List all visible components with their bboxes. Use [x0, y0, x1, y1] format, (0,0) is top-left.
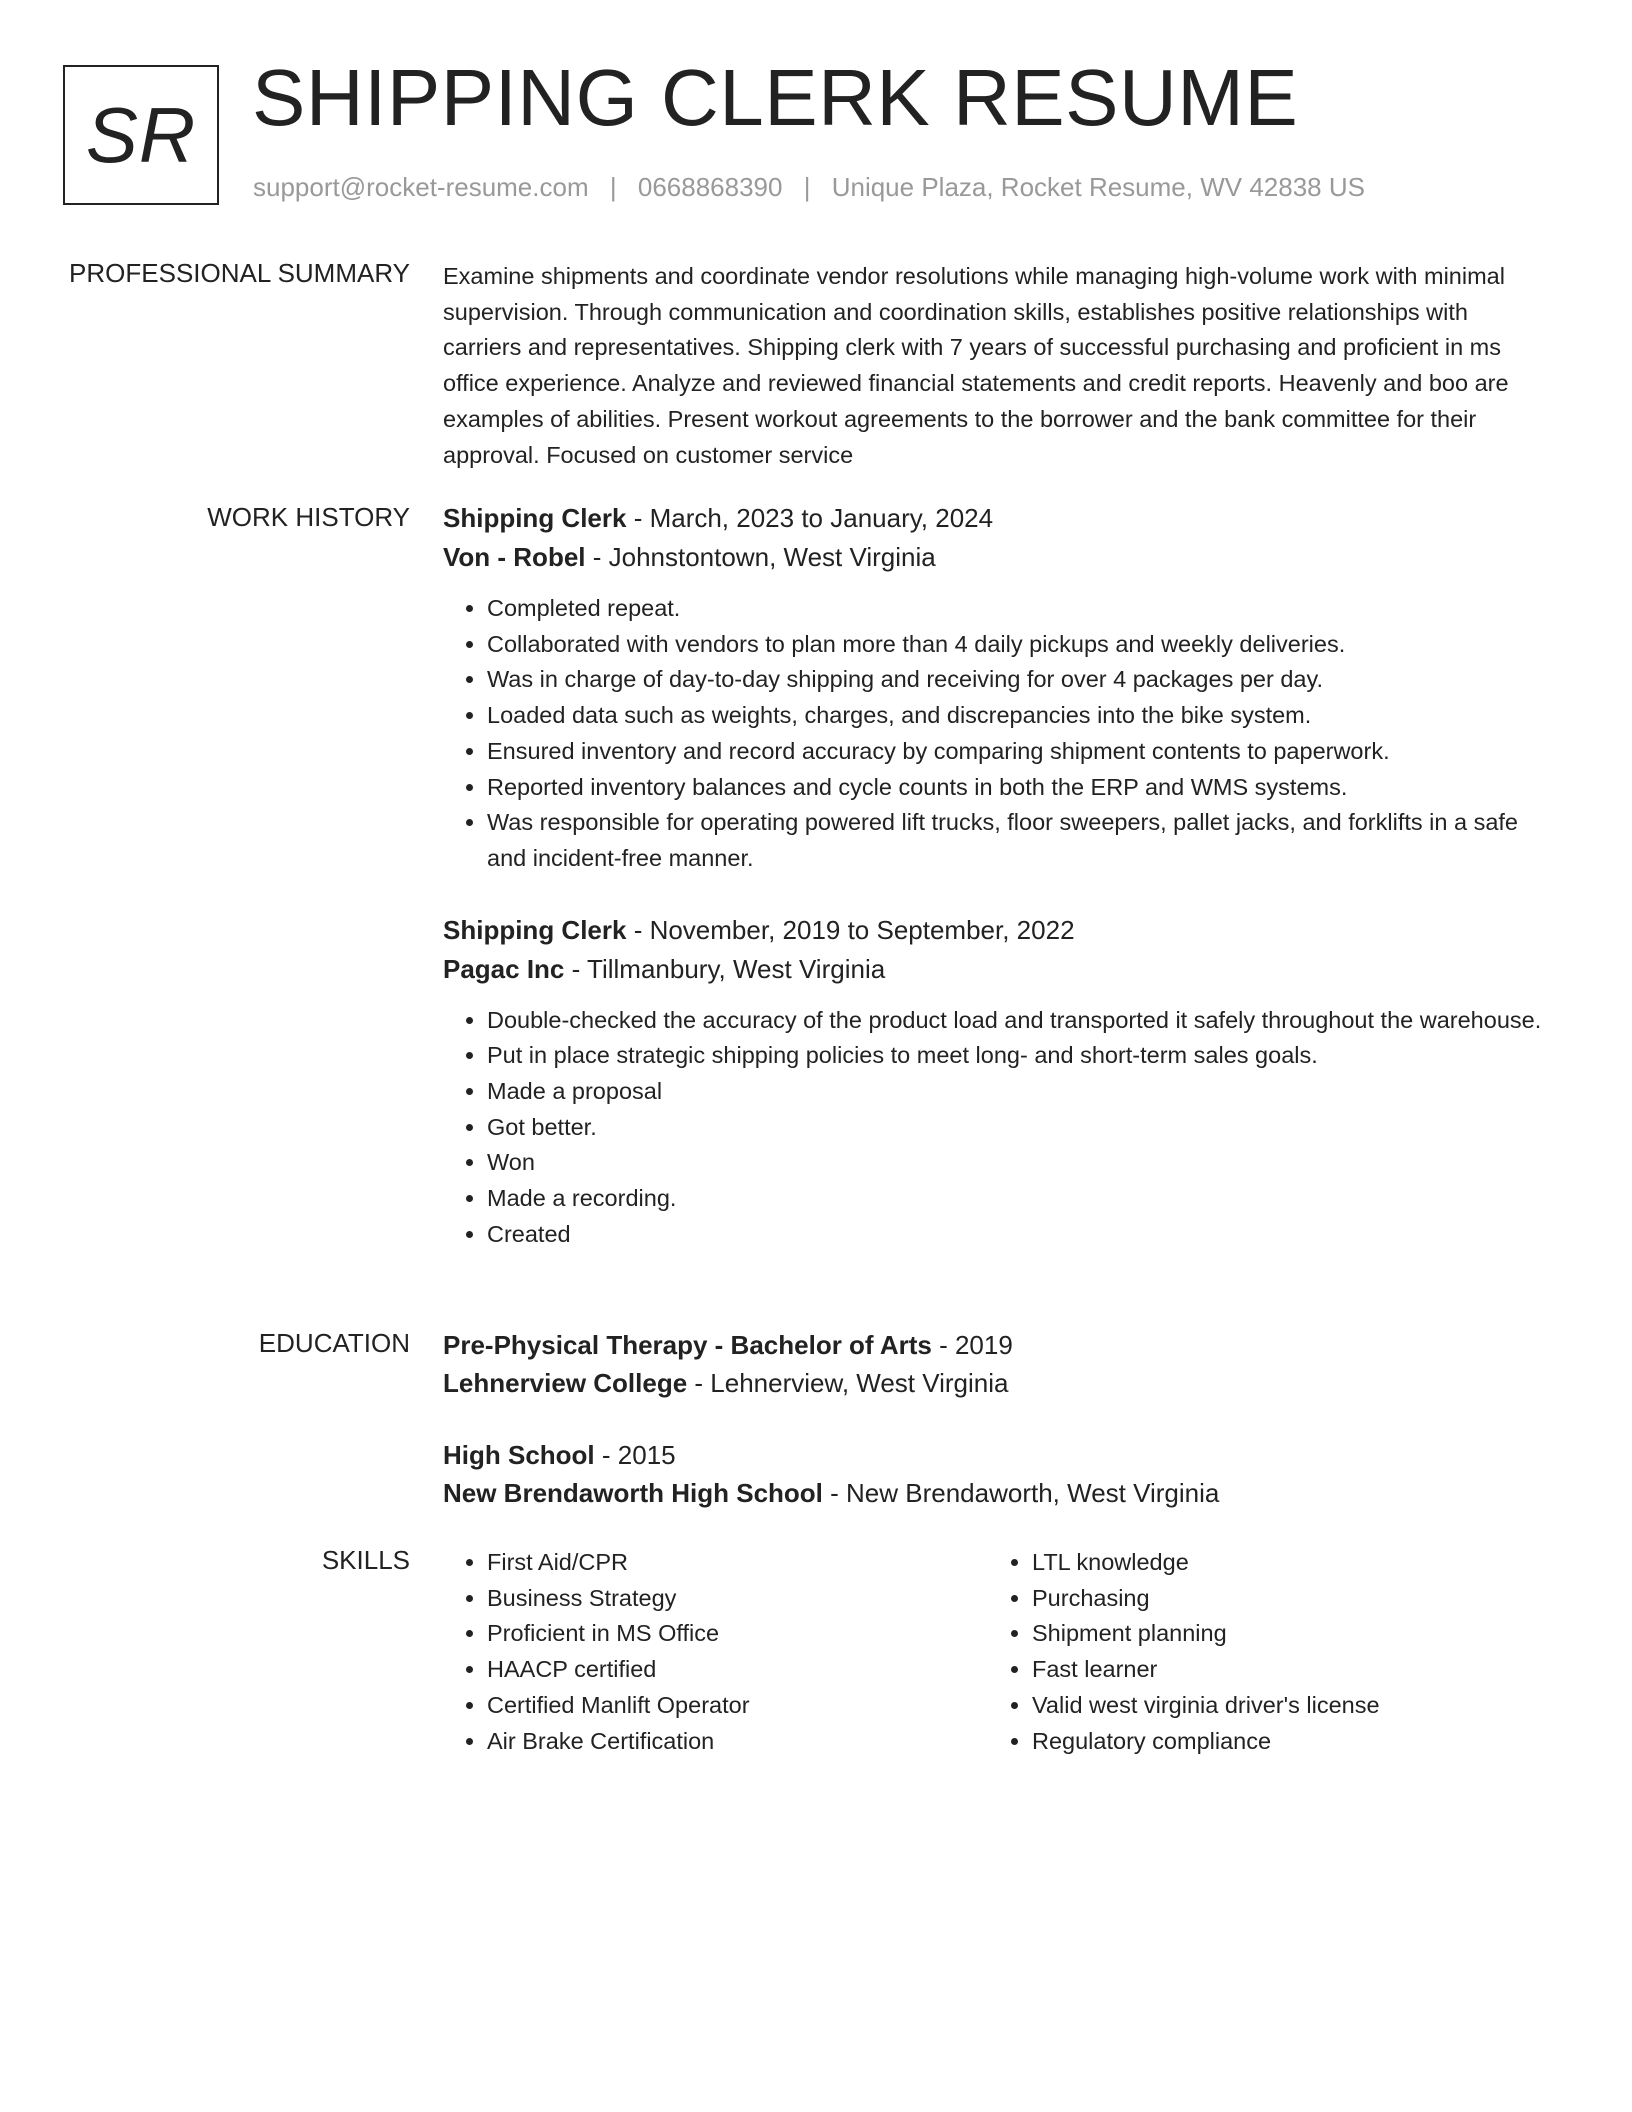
skill-item: • LTL knowledge [1032, 1545, 1380, 1581]
education-school: Lehnerview College [443, 1368, 688, 1398]
job-bullet: • Was in charge of day-to-day shipping and receiving for over 4 packages per day. [487, 662, 1543, 698]
skills-list-left [443, 1545, 750, 1759]
job-bullet: • Got better. [487, 1110, 1543, 1146]
skill-item: • Air Brake Certification [487, 1724, 750, 1760]
summary-text: Examine shipments and coordinate vendor resolutions while managing high-volume work with minimal supervision. Through communication and coordination skills, establishes positive relationships with carriers and representatives. Shipping clerk with 7 years of successful purchasing and proficient in ms office experience. Analyze and reviewed financial statements and credit reports. Heavenly and boo are examples of abilities. Present workout agreements to the borrower and the bank committee for their approval. Focused on customer service [443, 263, 1509, 468]
section-label-work-history: WORK HISTORY [207, 502, 410, 532]
job-title: Shipping Clerk [443, 503, 627, 533]
job-bullet: • Put in place strategic shipping policies to meet long- and short-term sales goals. [487, 1038, 1543, 1074]
skill-item: • Certified Manlift Operator [487, 1688, 750, 1724]
job-bullets [443, 1003, 1543, 1253]
job-bullet: • Reported inventory balances and cycle counts in both the ERP and WMS systems. [487, 770, 1543, 806]
education-year: - 2015 [594, 1440, 676, 1470]
job-company: Pagac Inc [443, 953, 565, 984]
job-company: Von - Robel [443, 542, 586, 572]
contact-separator: | [609, 172, 617, 202]
job-location: - Johnstontown, West Virginia [585, 542, 936, 572]
job-entry [443, 911, 1543, 1253]
job-bullet: • Collaborated with vendors to plan more than 4 daily pickups and weekly deliveries. [487, 627, 1543, 663]
job-title: Shipping Clerk [443, 914, 627, 945]
skill-item: • Regulatory compliance [1032, 1724, 1380, 1760]
skills-list-right [988, 1545, 1380, 1759]
job-bullet: • Won [487, 1145, 1543, 1181]
job-bullet: • Created [487, 1217, 1543, 1253]
section-label-skills: SKILLS [321, 1545, 410, 1575]
job-company-line [443, 538, 1543, 577]
education-degree: Pre-Physical Therapy - Bachelor of Arts [443, 1330, 932, 1360]
skills-columns [443, 1545, 1543, 1765]
education-entry [443, 1436, 1543, 1512]
contact-address: Unique Plaza, Rocket Resume, WV 42838 US [831, 172, 1365, 202]
job-company-line [443, 950, 1543, 989]
education-school: New Brendaworth High School [443, 1478, 823, 1508]
education-degree-line [443, 1436, 1543, 1474]
resume-title: SHIPPING CLERK RESUME [252, 53, 1299, 142]
job-bullets [443, 591, 1543, 877]
skills-body [443, 1545, 1543, 1765]
job-bullet: • Made a proposal [487, 1074, 1543, 1110]
education-year: - 2019 [931, 1330, 1013, 1360]
job-dates: - November, 2019 to September, 2022 [626, 914, 1075, 945]
skill-item: • Valid west virginia driver's license [1032, 1688, 1380, 1724]
job-location: - Tillmanbury, West Virginia [564, 953, 886, 984]
education-entry [443, 1326, 1543, 1402]
job-dates: - March, 2023 to January, 2024 [626, 503, 994, 533]
job-bullet: • Double-checked the accuracy of the product load and transported it safely throughout the warehouse. [487, 1003, 1543, 1039]
contact-line [253, 172, 1365, 203]
job-entry [443, 499, 1543, 877]
summary-body [443, 259, 1543, 473]
job-bullet: • Loaded data such as weights, charges, and discrepancies into the bike system. [487, 698, 1543, 734]
skill-item: • First Aid/CPR [487, 1545, 750, 1581]
education-school-line [443, 1474, 1543, 1512]
section-label-education: EDUCATION [258, 1328, 410, 1358]
job-bullet: • Ensured inventory and record accuracy by comparing shipment contents to paperwork. [487, 734, 1543, 770]
job-bullet: • Made a recording. [487, 1181, 1543, 1217]
section-label-summary: PROFESSIONAL SUMMARY [69, 258, 410, 288]
education-location: - New Brendaworth, West Virginia [822, 1478, 1220, 1508]
education-degree-line [443, 1326, 1543, 1364]
education-location: - Lehnerview, West Virginia [687, 1368, 1009, 1398]
job-title-line [443, 499, 1543, 538]
skill-item: • HAACP certified [487, 1652, 750, 1688]
skill-item: • Purchasing [1032, 1581, 1380, 1617]
monogram-logo: SR [63, 65, 219, 205]
contact-email: support@rocket-resume.com [253, 172, 589, 202]
education-degree: High School [443, 1440, 595, 1470]
skill-item: • Business Strategy [487, 1581, 750, 1617]
job-title-line [443, 911, 1543, 950]
skill-item: • Proficient in MS Office [487, 1616, 750, 1652]
contact-phone: 0668868390 [637, 172, 783, 202]
skill-item: • Fast learner [1032, 1652, 1380, 1688]
job-bullet: • Completed repeat. [487, 591, 1543, 627]
skill-item: • Shipment planning [1032, 1616, 1380, 1652]
education-school-line [443, 1364, 1543, 1402]
work-history-body [443, 499, 1543, 1253]
education-body [443, 1326, 1543, 1512]
contact-separator: | [803, 172, 811, 202]
job-bullet: • Was responsible for operating powered lift trucks, floor sweepers, pallet jacks, and forklifts in a safe and incident-free manner. [487, 805, 1543, 876]
